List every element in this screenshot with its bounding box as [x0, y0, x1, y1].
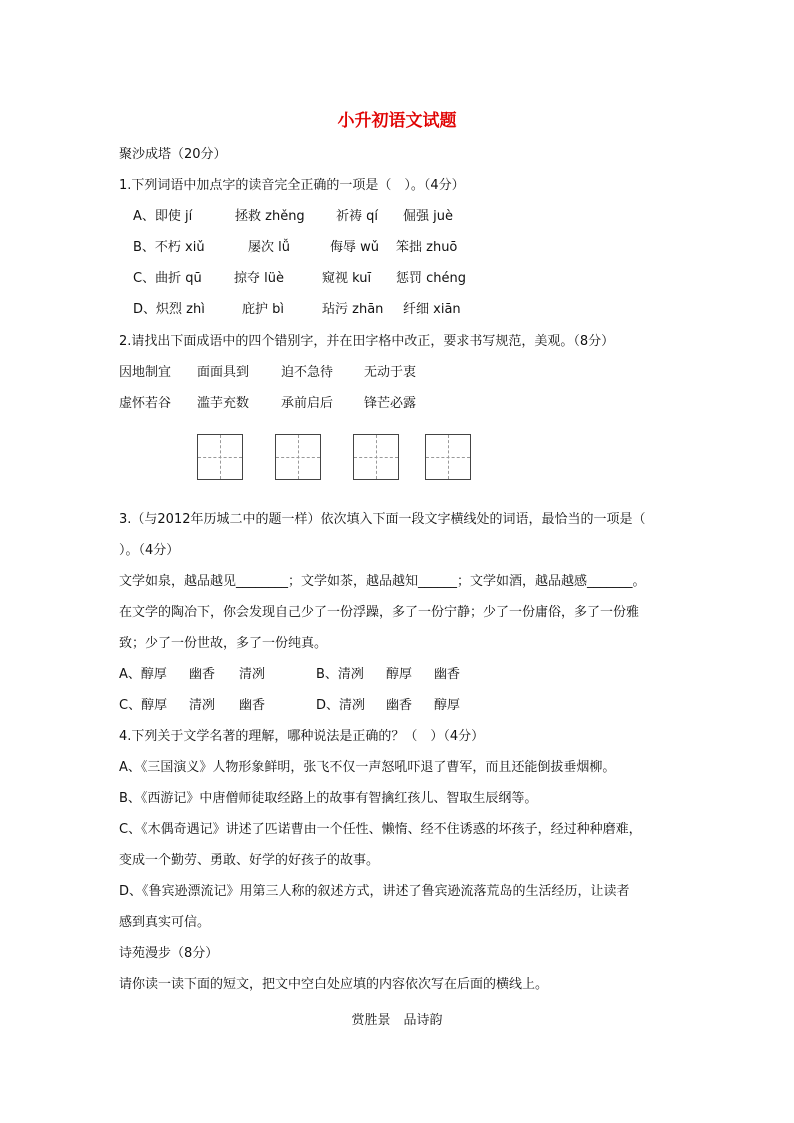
q3-a-1: A、醇厚: [119, 667, 167, 682]
q3-passage-line-2: 在文学的陶冶下，你会发现自己少了一份浮躁，多了一份宁静；少了一份庸俗，多了一份雅: [119, 605, 640, 620]
tianzige-box-2[interactable]: [275, 434, 321, 480]
q1-c-2: 掠夺 lüè: [234, 271, 284, 286]
q2-idiom-5: 虚怀若谷: [119, 396, 172, 411]
tianzige-box-1[interactable]: [197, 434, 243, 480]
q3-a-3: 清冽: [239, 667, 266, 682]
q2-idiom-7: 承前启后: [281, 396, 334, 411]
q4-option-d-line-2: 感到真实可信。: [119, 915, 211, 930]
q2-idiom-3: 迫不急待: [281, 365, 334, 380]
q3-d-2: 幽香: [386, 698, 413, 713]
q2-idiom-4: 无动于衷: [364, 365, 417, 380]
q4-option-d-line-1: D、《鲁宾逊漂流记》用第三人称的叙述方式，讲述了鲁宾逊流落荒岛的生活经历，让读者: [119, 884, 630, 899]
q1-a-1: A、即使 jí: [133, 209, 193, 224]
q3-d-1: D、清冽: [316, 698, 366, 713]
q1-a-2: 拯救 zhěng: [235, 209, 305, 224]
q3-c-1: C、醇厚: [119, 698, 168, 713]
q4-stem: 4.下列关于文学名著的理解，哪种说法是正确的？（ ）（4分）: [119, 729, 485, 744]
q3-c-2: 清冽: [189, 698, 216, 713]
passage-subtitle: 赏胜景 品诗韵: [351, 1013, 443, 1028]
q2-idiom-1: 因地制宜: [119, 365, 172, 380]
q1-d-3: 玷污 zhān: [322, 302, 384, 317]
q1-a-3: 祈祷 qí: [336, 209, 378, 224]
tianzige-box-3[interactable]: [353, 434, 399, 480]
q3-b-2: 醇厚: [386, 667, 413, 682]
q4-option-c-line-2: 变成一个勤劳、勇敢、好学的好孩子的故事。: [119, 853, 380, 868]
tianzige-box-4[interactable]: [425, 434, 471, 480]
q1-b-1: B、不朽 xiǔ: [133, 240, 205, 255]
q4-option-a: A、《三国演义》人物形象鲜明，张飞不仅一声怒吼吓退了曹军，而且还能倒拔垂烟柳。: [119, 760, 616, 775]
q2-idiom-6: 滥芋充数: [197, 396, 250, 411]
q2-idiom-2: 面面具到: [197, 365, 250, 380]
q3-passage-line-3: 致；少了一份世故，多了一份纯真。: [119, 636, 328, 651]
section-2-instruction: 请你读一读下面的短文，把文中空白处应填的内容依次写在后面的横线上。: [119, 977, 549, 992]
q3-b-3: 幽香: [434, 667, 461, 682]
q1-b-2: 屡次 lǚ: [248, 240, 290, 255]
q3-a-2: 幽香: [189, 667, 216, 682]
q1-stem: 1.下列词语中加点字的读音完全正确的一项是（ ）。（4分）: [119, 178, 465, 193]
q1-c-3: 窥视 kuī: [322, 271, 372, 286]
q1-d-1: D、炽烈 zhì: [133, 302, 205, 317]
q4-option-c-line-1: C、《木偶奇遇记》讲述了匹诺曹由一个任性、懒惰、经不住诱惑的坏孩子，经过种种磨难，: [119, 822, 642, 837]
q3-stem-line-2: ）。（4分）: [119, 543, 180, 558]
q3-b-1: B、清冽: [316, 667, 364, 682]
q1-c-1: C、曲折 qū: [133, 271, 202, 286]
q3-d-3: 醇厚: [434, 698, 461, 713]
q4-option-b: B、《西游记》中唐僧师徒取经路上的故事有智擒红孩儿、智取生辰纲等。: [119, 791, 538, 806]
section-heading-1: 聚沙成塔（20分）: [119, 147, 227, 162]
section-heading-2: 诗苑漫步（8分）: [119, 946, 219, 961]
q1-d-4: 纤细 xiān: [403, 302, 461, 317]
q3-c-3: 幽香: [239, 698, 266, 713]
q2-stem: 2.请找出下面成语中的四个错别字，并在田字格中改正，要求书写规范，美观。（8分）: [119, 334, 615, 349]
q1-c-4: 惩罚 chéng: [396, 271, 467, 286]
q1-b-4: 笨拙 zhuō: [396, 240, 458, 255]
q1-b-3: 侮辱 wǔ: [330, 240, 380, 255]
q2-idiom-8: 锋芒必露: [364, 396, 417, 411]
page-title: 小升初语文试题: [337, 111, 457, 131]
q3-stem-line-1: 3.（与2012年历城二中的题一样）依次填入下面一段文字横线处的词语，最恰当的一项是（: [119, 512, 646, 527]
q1-a-4: 倔强 juè: [403, 209, 453, 224]
q1-d-2: 庇护 bì: [242, 302, 284, 317]
q3-passage-line-1: 文学如泉，越品越见________；文学如茶，越品越知______；文学如酒，越品越感_______。: [119, 574, 646, 589]
